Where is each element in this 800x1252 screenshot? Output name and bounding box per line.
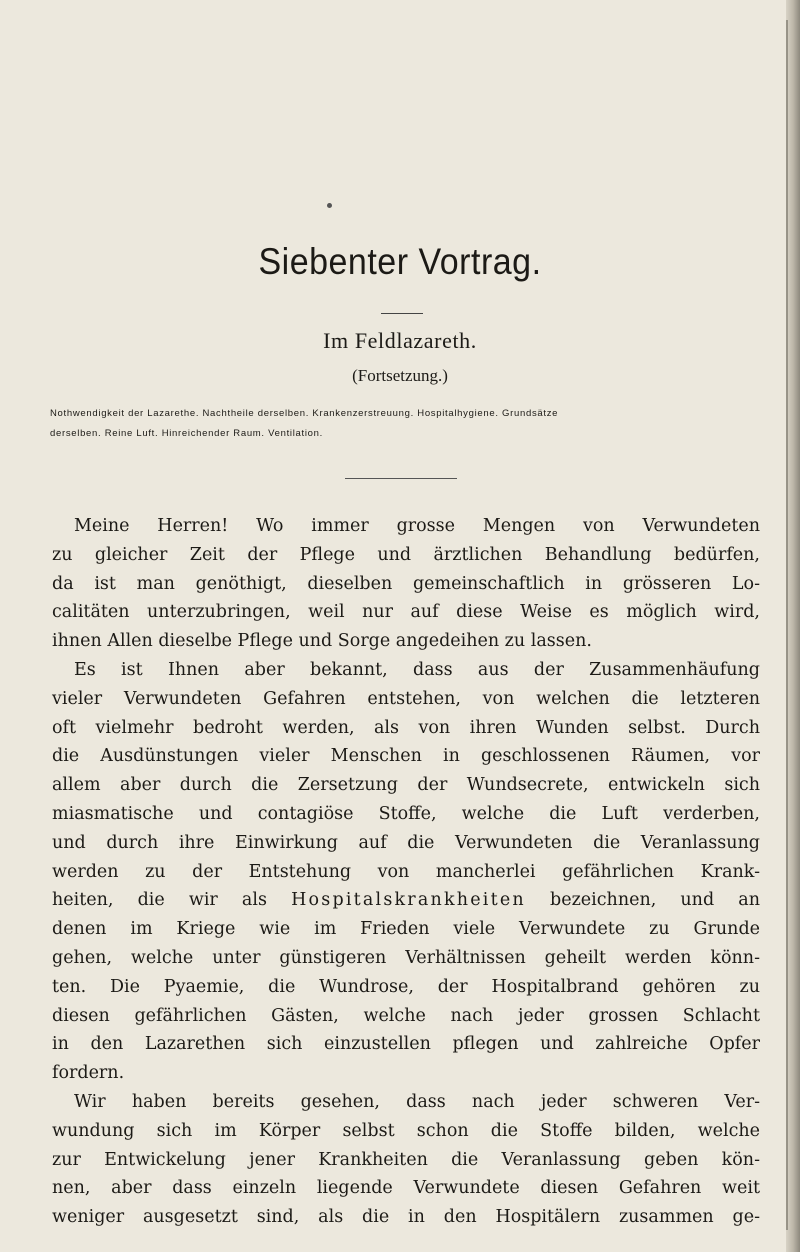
text-line: werden zu der Entstehung von mancherlei gefährlichen Krank- xyxy=(52,861,760,882)
text-line: zu gleicher Zeit der Pflege und ärztlichen Behandlung bedürfen, xyxy=(52,544,760,565)
text-line: gehen, welche unter günstigeren Verhältnissen geheilt werden könn- xyxy=(52,947,760,968)
page-edge xyxy=(786,0,800,1252)
chapter-subtitle: Im Feldlazareth. xyxy=(323,328,477,353)
text-line: oft vielmehr bedroht werden, als von ihren Wunden selbst. Durch xyxy=(52,717,760,738)
emphasized-term: Hospitalskrankheiten xyxy=(291,890,526,911)
summary-line: Nothwendigkeit der Lazarethe. Nachtheile derselben. Krankenzerstreuung. Hospitalhygiene. Grundsätze xyxy=(50,408,559,419)
summary-divider xyxy=(345,478,457,479)
continuation-note: (Fortsetzung.) xyxy=(352,366,448,385)
summary-line: derselben. Reine Luft. Hinreichender Raum. Ventilation. xyxy=(50,428,323,439)
title-divider xyxy=(381,313,423,314)
text-fragment: heiten, die wir als xyxy=(52,890,267,911)
text-line xyxy=(52,886,760,915)
chapter-summary xyxy=(50,404,770,444)
text-line: calitäten unterzubringen, weil nur auf diese Weise es möglich wird, xyxy=(52,602,760,623)
text-line: die Ausdünstungen vieler Menschen in geschlossenen Räumen, vor xyxy=(52,746,760,767)
text-line: vieler Verwundeten Gefahren entstehen, von welchen die letzteren xyxy=(52,688,760,709)
text-line: nen, aber dass einzeln liegende Verwundete diesen Gefahren weit xyxy=(52,1178,760,1199)
text-line: allem aber durch die Zersetzung der Wundsecrete, entwickeln sich xyxy=(52,775,760,796)
text-line: in den Lazarethen sich einzustellen pflegen und zahlreiche Opfer xyxy=(52,1034,760,1055)
text-line: miasmatische und contagiöse Stoffe, welche die Luft verderben, xyxy=(52,803,760,824)
text-line: ihnen Allen dieselbe Pflege und Sorge angedeihen zu lassen. xyxy=(52,631,592,652)
text-line: Wir haben bereits gesehen, dass nach jeder schweren Ver- xyxy=(74,1091,760,1112)
text-fragment: bezeichnen, und an xyxy=(550,890,760,911)
text-line: fordern. xyxy=(52,1063,125,1084)
text-line: da ist man genöthigt, dieselben gemeinschaftlich in grösseren Lo- xyxy=(52,573,760,594)
binding-shadow xyxy=(786,20,788,1230)
text-line: diesen gefährlichen Gästen, welche nach jeder grossen Schlacht xyxy=(52,1005,760,1026)
text-line: denen im Kriege wie im Frieden viele Verwundete zu Grunde xyxy=(52,919,760,940)
lecture-title: Siebenter Vortrag. xyxy=(258,241,542,283)
text-line: zur Entwickelung jener Krankheiten die Veranlassung geben kön- xyxy=(52,1149,760,1170)
body-text xyxy=(52,512,760,1232)
text-line: Meine Herren! Wo immer grosse Mengen von Verwundeten xyxy=(74,516,760,536)
text-line: Es ist Ihnen aber bekannt, dass aus der Zusammenhäufung xyxy=(74,659,760,680)
text-line: und durch ihre Einwirkung auf die Verwundeten die Veranlassung xyxy=(52,832,760,853)
text-line: weniger ausgesetzt sind, als die in den Hospitälern zusammen ge- xyxy=(52,1207,760,1228)
text-line: ten. Die Pyaemie, die Wundrose, der Hospitalbrand gehören zu xyxy=(52,976,760,997)
text-line: wundung sich im Körper selbst schon die Stoffe bilden, welche xyxy=(52,1120,760,1141)
ink-speck xyxy=(327,203,332,208)
